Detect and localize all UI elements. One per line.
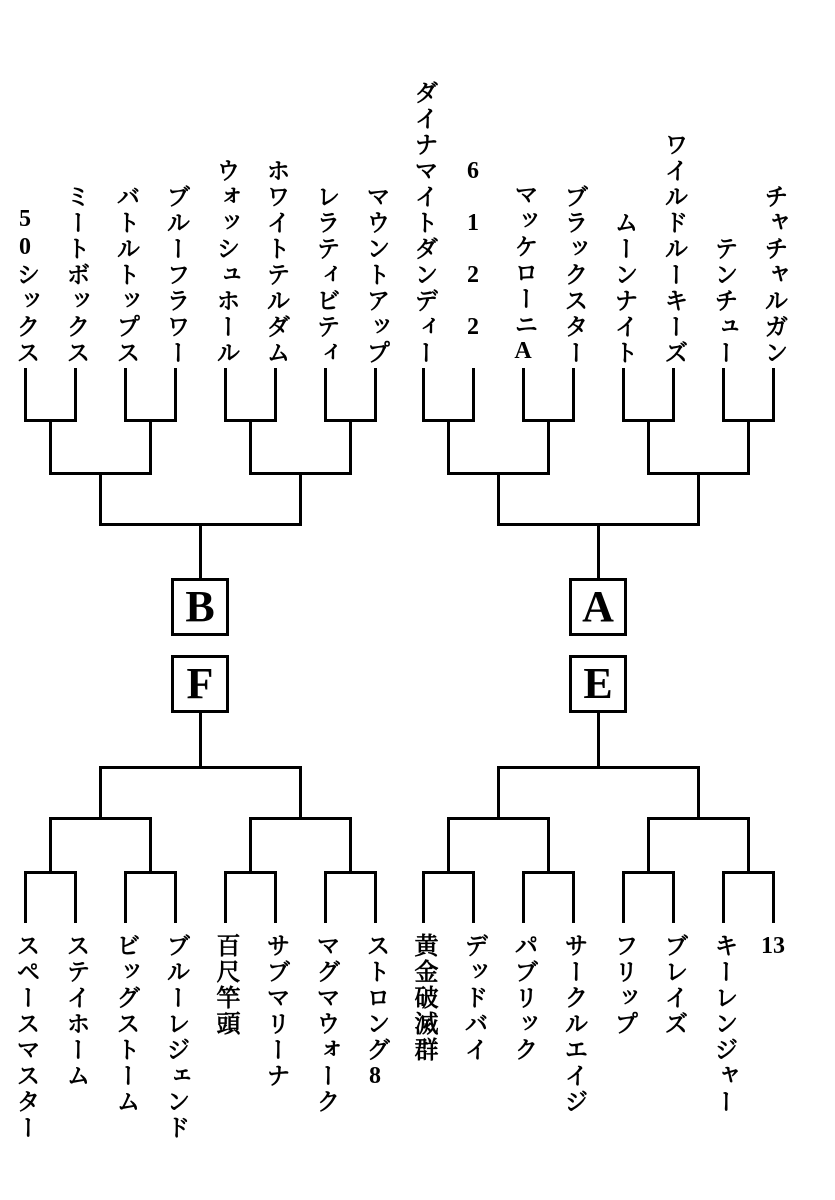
bracket-line: [174, 368, 177, 420]
bracket-line: [447, 817, 550, 820]
bracket-line: [622, 368, 625, 420]
team-name: マウントアップ: [362, 184, 388, 366]
bracket-line: [349, 818, 352, 872]
bracket-line: [49, 817, 152, 820]
team-name: レラティビティ: [312, 184, 338, 366]
bracket-line: [74, 368, 77, 420]
team-name: ワイルドルーキーズ: [660, 132, 686, 366]
team-name: ブルーフラワー: [162, 184, 188, 366]
bracket-line: [249, 818, 252, 872]
bracket-line: [572, 872, 575, 923]
group-label-e: E: [583, 659, 613, 708]
bracket-line: [497, 473, 500, 524]
team-name: ステイホーム: [62, 933, 88, 1089]
team-name: マッケローニA: [510, 182, 536, 366]
bracket-line: [349, 420, 352, 473]
team-name: テンチュー: [710, 236, 736, 366]
bracket-line: [99, 766, 302, 769]
bracket-line: [324, 368, 327, 420]
team-name: キーレンジャー: [710, 933, 736, 1115]
bracket-line: [522, 872, 525, 923]
team-name: チャチャルガン: [760, 184, 786, 366]
bracket-line: [422, 871, 475, 874]
bracket-line: [324, 872, 327, 923]
bracket-line: [472, 872, 475, 923]
bracket-line: [447, 420, 450, 473]
bracket-line: [24, 871, 77, 874]
bracket-line: [99, 767, 102, 818]
bracket-line: [772, 368, 775, 420]
bracket-line: [522, 368, 525, 420]
team-name: 百尺竿頭: [212, 933, 238, 1037]
bracket-line: [497, 767, 500, 818]
bracket-line: [299, 473, 302, 524]
bracket-line: [772, 872, 775, 923]
bracket-line: [597, 713, 600, 767]
bracket-line: [149, 818, 152, 872]
group-label-b: B: [185, 582, 215, 631]
team-name: ブレイズ: [660, 933, 686, 1037]
bracket-line: [747, 818, 750, 872]
bracket-line: [422, 368, 425, 420]
bracket-line: [74, 872, 77, 923]
bracket-line: [199, 713, 202, 767]
group-label-a: A: [582, 582, 614, 631]
bracket-line: [622, 872, 625, 923]
team-name: ブルーレジェンド: [162, 933, 188, 1141]
team-name: ストロング8: [362, 933, 388, 1091]
bracket-line: [422, 872, 425, 923]
bracket-line: [274, 872, 277, 923]
upright-character: 8: [362, 1063, 388, 1091]
bracket-line: [274, 368, 277, 420]
upright-character: A: [510, 338, 536, 366]
team-name: デッドバイ: [460, 933, 486, 1063]
group-box-b: [171, 578, 229, 636]
team-name: ブラックスター: [560, 184, 586, 366]
bracket-line: [547, 420, 550, 473]
upright-character: 2: [460, 314, 486, 366]
bracket-line: [747, 420, 750, 473]
bracket-line: [622, 871, 675, 874]
team-name: 黄金破滅群: [410, 933, 436, 1063]
bracket-line: [672, 872, 675, 923]
upright-character: 5: [12, 206, 38, 234]
team-name: ホワイトテルダム: [262, 158, 288, 366]
team-name: ムーンナイト: [610, 210, 636, 366]
group-box-f: [171, 655, 229, 713]
team-name: 13: [761, 933, 785, 959]
team-name: バトルトップス: [112, 184, 138, 366]
bracket-line: [249, 817, 352, 820]
bracket-line: [224, 872, 227, 923]
bracket-line: [124, 368, 127, 420]
bracket-line: [647, 420, 650, 473]
bracket-line: [672, 368, 675, 420]
upright-character: 0: [12, 234, 38, 262]
bracket-line: [597, 524, 600, 578]
bracket-line: [224, 368, 227, 420]
upright-character: 2: [460, 262, 486, 314]
bracket-line: [299, 767, 302, 818]
bracket-line: [49, 420, 52, 473]
team-name: サブマリーナ: [262, 933, 288, 1089]
bracket-line: [522, 871, 575, 874]
bracket-line: [722, 368, 725, 420]
bracket-line: [99, 473, 102, 524]
bracket-line: [722, 872, 725, 923]
group-label-f: F: [186, 659, 214, 708]
team-name: スペースマスター: [12, 933, 38, 1141]
bracket-line: [374, 368, 377, 420]
bracket-line: [149, 420, 152, 473]
bracket-line: [49, 818, 52, 872]
bracket-line: [24, 368, 27, 420]
bracket-line: [324, 871, 377, 874]
bracket-line: [472, 368, 475, 420]
bracket-line: [647, 818, 650, 872]
team-name: 50シックス: [12, 206, 38, 366]
bracket-line: [697, 767, 700, 818]
team-name: ウォッシュホール: [212, 158, 238, 366]
team-name: ビッグストーム: [112, 933, 138, 1115]
group-box-a: [569, 578, 627, 636]
bracket-line: [174, 872, 177, 923]
team-name: ミートボックス: [62, 184, 88, 366]
team-name: サークルエイジ: [560, 933, 586, 1115]
group-box-e: [569, 655, 627, 713]
bracket-line: [224, 871, 277, 874]
upright-character: 6: [460, 158, 486, 210]
upright-character: 1: [460, 210, 486, 262]
bracket-line: [447, 818, 450, 872]
bracket-line: [497, 766, 700, 769]
bracket-line: [374, 872, 377, 923]
team-name: ダイナマイトダンディー: [410, 80, 436, 366]
team-name: マグマウォーク: [312, 933, 338, 1115]
bracket-line: [124, 872, 127, 923]
team-name: フリップ: [610, 933, 636, 1037]
bracket-line: [697, 473, 700, 524]
bracket-line: [572, 368, 575, 420]
bracket-line: [722, 871, 775, 874]
bracket-line: [24, 872, 27, 923]
bracket-line: [547, 818, 550, 872]
team-name: [456, 158, 490, 366]
bracket-line: [647, 817, 750, 820]
bracket-line: [199, 524, 202, 578]
bracket-line: [124, 871, 177, 874]
team-name: パブリック: [510, 933, 536, 1063]
bracket-line: [249, 420, 252, 473]
